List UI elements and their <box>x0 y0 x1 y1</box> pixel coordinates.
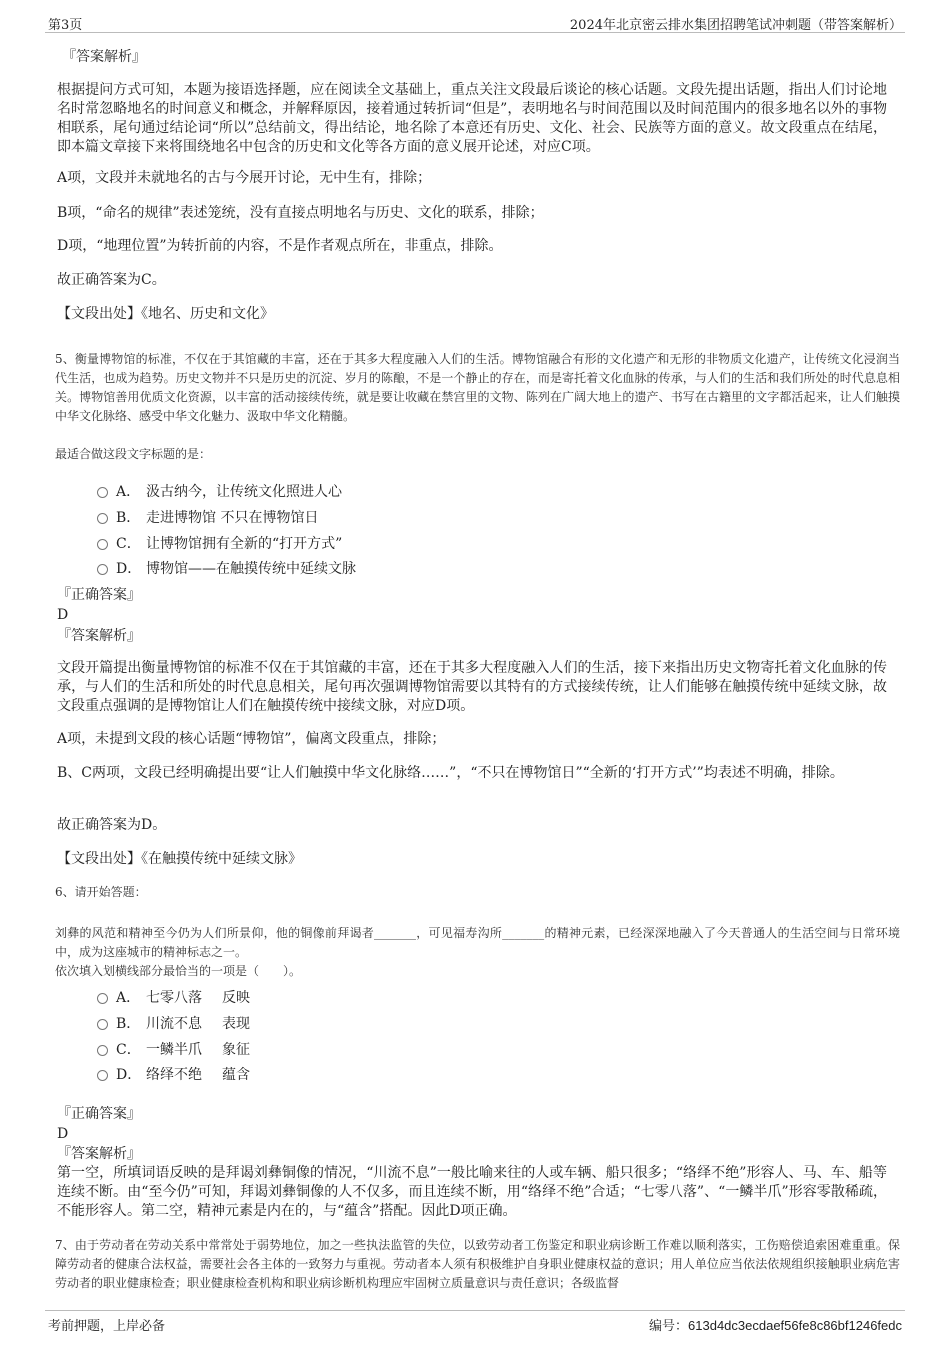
radio-icon[interactable] <box>97 1019 108 1030</box>
q5-option-d[interactable]: D． 博物馆——在触摸传统中延续文脉 <box>97 558 356 578</box>
q6-option-a[interactable]: A． 七零八落 反映 <box>97 987 250 1007</box>
page-number: 第3页 <box>48 18 83 33</box>
page-header <box>45 12 905 33</box>
q4-analysis-label: 『答案解析』 <box>62 49 146 65</box>
q5-analysis-label: 『答案解析』 <box>57 628 141 644</box>
q6-correct-answer: D <box>57 1126 69 1142</box>
q6-analysis-text: 第一空，所填词语反映的是拜谒刘彝铜像的情况，“川流不息”一般比喻来往的人或车辆、船只很多；“络绎不绝”形容人、马、车、船等连续不断。由“至今仍”可知，拜谒刘彝铜像的人不仅多，而且连续不断，用“络绎不绝”合适；“七零八落”、“一鳞半爪”形容零散稀疏，不能形容人。第二空，精神元素是内在的，与“蕴含”搭配。因此D项正确。 <box>57 1165 887 1219</box>
q6-option-b[interactable]: B． 川流不息 表现 <box>97 1013 250 1033</box>
q5-option-a[interactable]: A． 汲古纳今，让传统文化照进人心 <box>97 481 342 501</box>
q4-analysis-text: 根据提问方式可知，本题为接语选择题，应在阅读全文基础上，重点关注文段最后谈论的核心话题。文段先提出话题，指出人们讨论地名时常忽略地名的时间意义和概念，并解释原因，接着通过转折词“但是”，表明地名与时间范围以及时间范围内的很多地名以外的事物相联系，尾句通过结论词“所以”总结前文，得出结论，地名除了本意还有历史、文化、社会、民族等方面的意义。故文段重点在结尾，即本篇文章接下来将围绕地名中包含的历史和文化等各方面的意义展开论述，对应C项。 <box>57 82 887 155</box>
radio-icon[interactable] <box>97 539 108 550</box>
q4-conclusion: 故正确答案为C。 <box>57 272 166 288</box>
q5-correct-answer: D <box>57 607 69 623</box>
radio-icon[interactable] <box>97 1070 108 1081</box>
q4-option-a-analysis: A项，文段并未就地名的古与今展开讨论，无中生有，排除； <box>57 170 432 186</box>
footer-slogan: 考前押题，上岸必备 <box>48 1319 166 1334</box>
q6-analysis-label: 『答案解析』 <box>57 1146 141 1162</box>
page-footer <box>45 1310 905 1333</box>
q5-option-bc-analysis: B、C两项，文段已经明确提出要“让人们触摸中华文化脉络……”，“不只在博物馆日”“全新的‘打开方式’”均表述不明确，排除。 <box>57 765 844 781</box>
q5-conclusion: 故正确答案为D。 <box>57 817 167 833</box>
q6-correct-label: 『正确答案』 <box>57 1106 141 1122</box>
radio-icon[interactable] <box>97 564 108 575</box>
q5-analysis-text: 文段开篇提出衡量博物馆的标准不仅在于其馆藏的丰富，还在于其多大程度融入人们的生活，接下来指出历史文物寄托着文化血脉的传承，与人们的生活和所处的时代息息相关，尾句再次强调博物馆需要以其特有的方式接续传统，让人们能够在触摸传统中延续文脉，故文段重点强调的是博物馆让人们在触摸传统中接续文脉，对应D项。 <box>57 660 887 714</box>
q6-stem: 刘彝的风范和精神至今仍为人们所景仰，他的铜像前拜谒者_______，可见福寿沟所_______的精神元素，已经深深地融入了今天普通人的生活空间与日常环境中，成为这座城市的精神标志之一。 <box>55 926 900 959</box>
document-id: 编号：613d4dc3ecdaef56fe8c86bf1246fedc <box>649 1318 902 1333</box>
radio-icon[interactable] <box>97 1045 108 1056</box>
radio-icon[interactable] <box>97 513 108 524</box>
q4-option-b-analysis: B项，“命名的规律”表述笼统，没有直接点明地名与历史、文化的联系，排除； <box>57 205 544 221</box>
q7-stem: 7、由于劳动者在劳动关系中常常处于弱势地位，加之一些执法监管的失位，以致劳动者工伤鉴定和职业病诊断工作难以顺利落实，工伤赔偿追索困难重重。保障劳动者的健康合法权益，需要社会各主体的一致努力与重视。劳动者本人须有积极维护自身职业健康权益的意识；用人单位应当依法依规组织接触职业病危害劳动者的职业健康检查；职业健康检查机构和职业病诊断机构理应牢固树立质量意识与责任意识；各级监督 <box>55 1238 900 1290</box>
radio-icon[interactable] <box>97 993 108 1004</box>
q5-option-b[interactable]: B． 走进博物馆 不只在博物馆日 <box>97 507 318 527</box>
q6-intro: 6、请开始答题： <box>55 885 147 899</box>
radio-icon[interactable] <box>97 487 108 498</box>
q6-question: 依次填入划横线部分最恰当的一项是（ ）。 <box>55 964 302 978</box>
document-title: 2024年北京密云排水集团招聘笔试冲刺题（带答案解析） <box>569 18 902 33</box>
q5-correct-label: 『正确答案』 <box>57 587 141 603</box>
q4-source: 【文段出处】《地名、历史和文化》 <box>57 306 274 322</box>
q6-option-d[interactable]: D． 络绎不绝 蕴含 <box>97 1064 250 1084</box>
q5-question: 最适合做这段文字标题的是： <box>55 447 212 461</box>
q5-stem: 5、衡量博物馆的标准，不仅在于其馆藏的丰富，还在于其多大程度融入人们的生活。博物馆融合有形的文化遗产和无形的非物质文化遗产，让传统文化浸润当代生活，也成为趋势。历史文物并不只是历史的沉淀、岁月的陈酿，不是一个静止的存在，而是寄托着文化血脉的传承，与人们的生活和我们所处的时代息息相关。博物馆善用优质文化资源，以丰富的活动接续传统，就是要让收藏在禁宫里的文物、陈列在广阔大地上的遗产、书写在古籍里的文字都活起来，让人们触摸中华文化脉络、感受中华文化魅力、汲取中华文化精髓。 <box>55 352 900 423</box>
q5-source: 【文段出处】《在触摸传统中延续文脉》 <box>57 851 302 867</box>
q5-option-c[interactable]: C． 让博物馆拥有全新的“打开方式” <box>97 533 342 553</box>
q4-option-d-analysis: D项，“地理位置”为转折前的内容，不是作者观点所在，非重点，排除。 <box>57 238 503 254</box>
q6-option-c[interactable]: C． 一鳞半爪 象征 <box>97 1039 250 1059</box>
q5-option-a-analysis: A项，未提到文段的核心话题“博物馆”，偏离文段重点，排除； <box>57 731 446 747</box>
